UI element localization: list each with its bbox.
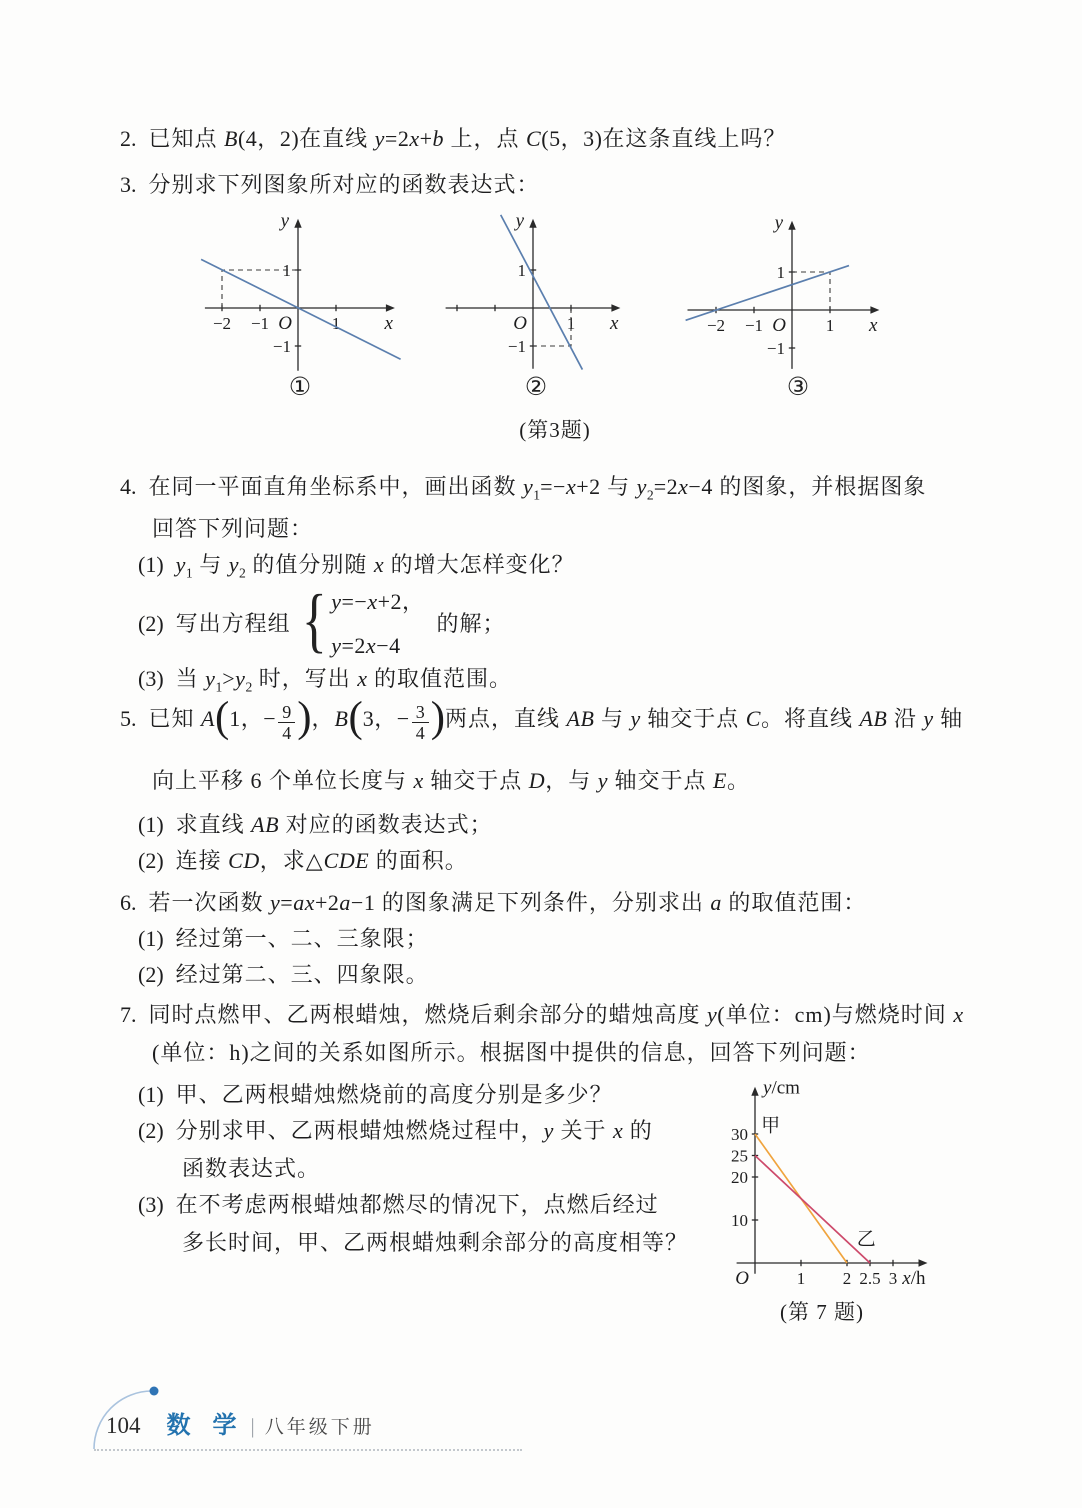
problem-7-line2: (单位：h)之间的关系如图所示。根据图中提供的信息，回答下列问题： — [152, 1040, 871, 1065]
problem-7-item-1: (1) 甲、乙两根蜡烛燃烧前的高度分别是多少？ — [138, 1080, 613, 1110]
figure3-label-2: ② — [524, 372, 548, 401]
item-marker: (2) — [138, 962, 164, 987]
svg-text:−2: −2 — [212, 314, 232, 333]
figure3-graph-1 — [180, 212, 412, 389]
figure7-graph-svg — [695, 1072, 995, 1300]
svg-text:1: 1 — [517, 261, 526, 280]
problem-2 — [120, 124, 786, 154]
problem-4-item-3: (3) 当 $y_1>y_2$ 时，写出 x 的取值范围。 — [138, 666, 513, 695]
item-marker: (2) — [138, 848, 164, 873]
page-number: 104 — [106, 1413, 141, 1438]
problem-6-item-1: (1) 经过第一、二、三象限； — [138, 924, 429, 954]
svg-text:−1: −1 — [766, 339, 785, 358]
figure7-caption: (第 7 题) — [780, 1300, 864, 1324]
problem-2-number: 2. — [120, 126, 137, 151]
svg-text:−1: −1 — [272, 337, 291, 356]
figure3-label-1: ① — [288, 372, 312, 401]
problem-6-number: 6. — [120, 890, 137, 915]
svg-text:x: x — [609, 313, 619, 334]
svg-text:2.5: 2.5 — [859, 1269, 881, 1288]
svg-text:x: x — [384, 313, 393, 334]
problem-4-line2: 回答下列问题： — [152, 516, 314, 541]
figure7-graph — [695, 1072, 995, 1305]
figure3-graph-2 — [433, 205, 623, 392]
item-marker: (1) — [138, 812, 164, 837]
svg-text:O: O — [513, 313, 527, 334]
problem-4-item-2: (2) 写出方程组 { y=−x+2， y=2x−4 的解； — [138, 580, 506, 660]
figure3-graph-3-svg — [674, 205, 899, 380]
problem-7-number: 7. — [120, 1002, 137, 1027]
svg-text:−1: −1 — [507, 337, 526, 356]
svg-text:−1: −1 — [250, 314, 270, 333]
svg-text:x/h: x/h — [902, 1268, 926, 1289]
item-marker: (2) — [138, 611, 164, 637]
figure3-caption: (第3题) — [519, 418, 591, 442]
item-marker: (1) — [138, 1082, 164, 1107]
problem-2-text: 已知点 B(4，2)在直线 y=2x+b 上，点 C(5，3)在这条直线上吗？ — [148, 126, 787, 151]
footer-subject: 数 学 — [166, 1413, 245, 1439]
item-marker: (1) — [138, 926, 164, 951]
svg-text:−2: −2 — [706, 316, 726, 335]
item-marker: (2) — [138, 1118, 164, 1143]
problem-4-line1: 在同一平面直角坐标系中，画出函数 $y_1=-x+2$ 与 $y_2=2x-4$ 的图象，并根据图象 — [148, 474, 927, 503]
svg-text:O: O — [735, 1268, 749, 1289]
page-footer — [106, 1405, 375, 1440]
figure3-graph-3 — [674, 205, 899, 385]
svg-text:−1: −1 — [744, 316, 764, 335]
problem-7-line1: 同时点燃甲、乙两根蜡烛，燃烧后剩余部分的蜡烛高度 y(单位：cm)与燃烧时间 x — [148, 1002, 964, 1027]
problem-5-item-1: (1) 求直线 AB 对应的函数表达式； — [138, 810, 493, 840]
problem-3-number: 3. — [120, 172, 137, 197]
svg-text:x: x — [868, 315, 878, 336]
figure3-graph-1-svg — [180, 212, 412, 384]
problem-7-item-2: (2) 分别求甲、乙两根蜡烛燃烧过程中，y 关于 x 的 — [138, 1116, 653, 1146]
problem-5-line1: 已知 A(1，− $\frac{9}{4}$ )，B(3，− $\frac{3}{4}$ )两点，直线 AB 与 y 轴交于点 C。将直线 AB 沿 y 轴 — [148, 693, 964, 744]
svg-text:2: 2 — [842, 1269, 852, 1288]
figure3-label-3: ③ — [786, 372, 810, 401]
problem-4 — [120, 472, 926, 505]
svg-text:1: 1 — [825, 316, 835, 335]
svg-text:y: y — [515, 210, 524, 232]
equation-2: y=2x−4 — [331, 633, 401, 658]
problem-3-text: 分别求下列图象所对应的函数表达式： — [148, 172, 540, 197]
svg-text:y/cm: y/cm — [763, 1077, 800, 1099]
problem-5-item-2: (2) 连接 CD，求△CDE 的面积。 — [138, 846, 468, 876]
footer-divider: | — [250, 1414, 255, 1438]
svg-text:1: 1 — [796, 1269, 806, 1288]
svg-text:1: 1 — [282, 261, 291, 280]
footer-dot-icon — [150, 1387, 159, 1396]
problem-4-number: 4. — [120, 474, 137, 499]
problem-4-item-1: (1) $y_1$ 与 $y_2$ 的值分别随 x 的增大怎样变化？ — [138, 552, 575, 581]
svg-text:30: 30 — [731, 1125, 748, 1144]
equation-1: y=−x+2， — [331, 589, 425, 615]
svg-text:20: 20 — [731, 1168, 748, 1187]
problem-6 — [120, 888, 866, 918]
problem-5-number: 5. — [120, 705, 137, 731]
problem-7-item-2-line2: 函数表达式。 — [182, 1156, 321, 1181]
svg-text:25: 25 — [731, 1146, 748, 1166]
svg-text:O: O — [772, 315, 786, 336]
svg-text:10: 10 — [731, 1211, 748, 1230]
problem-3 — [120, 170, 540, 200]
item-marker: (3) — [138, 1192, 164, 1217]
footer-dotted-line — [94, 1449, 522, 1451]
problem-6-item-2: (2) 经过第二、三、四象限。 — [138, 960, 429, 990]
problem-7-item-3: (3) 在不考虑两根蜡烛都燃尽的情况下，点燃后经过 — [138, 1190, 659, 1220]
svg-text:1: 1 — [776, 263, 785, 282]
svg-text:1: 1 — [331, 314, 341, 333]
svg-text:y: y — [774, 212, 783, 234]
problem-5-line2: 向上平移 6 个单位长度与 x 轴交于点 D，与 y 轴交于点 E。 — [152, 768, 750, 793]
problem-6-text: 若一次函数 y=ax+2a−1 的图象满足下列条件，分别求出 a 的取值范围： — [148, 890, 867, 915]
problem-7 — [120, 1000, 964, 1030]
item-marker: (3) — [138, 666, 164, 691]
problem-7-item-3-line2: 多长时间，甲、乙两根蜡烛剩余部分的高度相等？ — [182, 1230, 689, 1255]
svg-text:1: 1 — [566, 314, 576, 333]
figure3-graph-2-svg — [433, 205, 623, 387]
equation-column — [331, 587, 424, 660]
item-marker: (1) — [138, 552, 164, 577]
equation-system-prefix: 写出方程组 — [175, 611, 291, 637]
svg-text:甲: 甲 — [761, 1115, 781, 1137]
svg-text:O: O — [278, 313, 292, 334]
equation-system-suffix: 的解； — [436, 611, 506, 637]
svg-text:乙: 乙 — [856, 1228, 876, 1250]
footer-edition: 八年级下册 — [264, 1417, 375, 1438]
svg-text:y: y — [280, 212, 289, 232]
svg-text:3: 3 — [888, 1269, 898, 1288]
problem-5 — [120, 693, 964, 744]
